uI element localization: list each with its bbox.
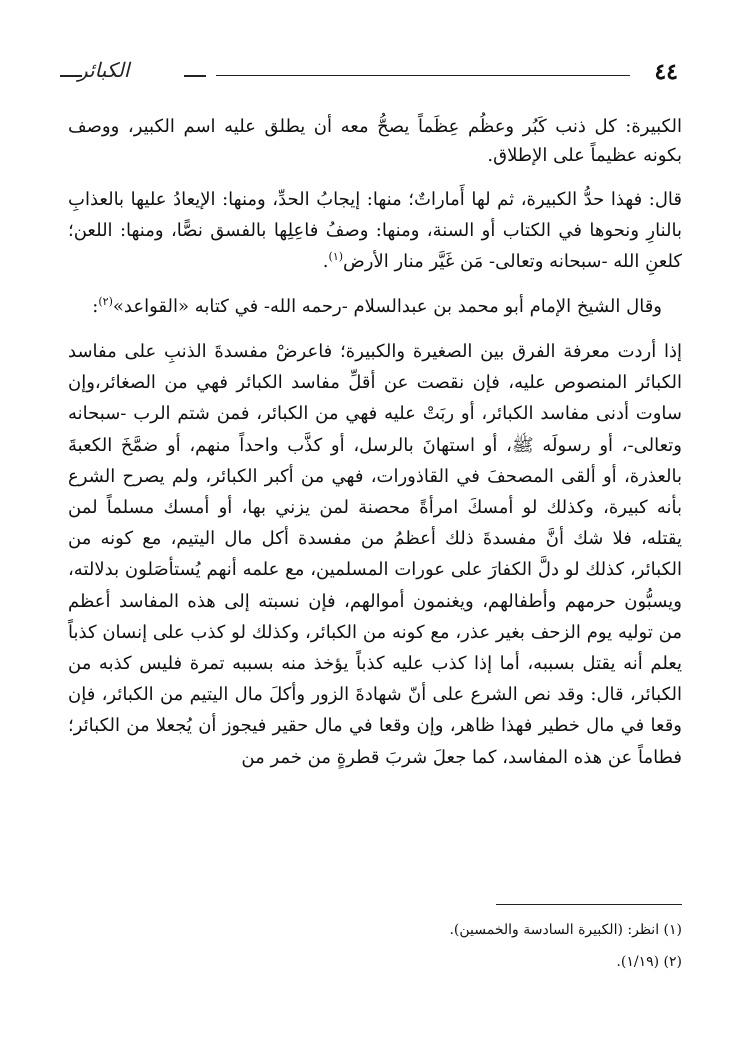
qualities-end: .: [322, 251, 329, 272]
quote-intro-text: وقال الشيخ الإمام أبو محمد بن عبدالسلام -رحمه الله- في كتابه «القواعد»: [112, 296, 662, 317]
header-rule: [216, 75, 630, 76]
footnote-2: (٢) (١/١٩).: [616, 954, 682, 970]
paragraph-quote: إذا أردت معرفة الفرق بين الصغيرة والكبيرة؛ فاعرضْ مفسدةَ الذنبِ على مفاسد الكبائر المنصوص عليه، فإن نقصت عن أقلِّ مفاسد الكبائر فهي من الصغائر،وإن ساوت أدنى مفاسد الكبائر، أو ربَتْ عليه فهي من الكبائر، فمن شتم الرب -سبحانه وتعالى-، أو رسولَه ﷺ، أو استهانَ بالرسل، أو كذَّب واحداً منهم، أو ضمَّخَ الكعبةَ بالعذرة، أو ألقى المصحفَ في القاذورات، فهي من أكبر الكبائر، ولم يصرح الشرع بأنه كبيرة، وكذلك لو أمسكَ امرأةً محصنة لمن يزني بها، أو أمسك مسلماً لمن يقتله، فلا شك أنَّ مفسدةَ ذلك أعظمُ من مفسدة أكل مال اليتيم، مع كونه من الكبائر، كذلك لو دلَّ الكفارَ على عورات المسلمين، مع علمه أنهم يُستأصَلون بدلالته، ويسبُّون حرمهم وأطفالهم، ويغنمون أموالهم، فإن نسبته إلى هذه المفاسد أعظم من توليه يوم الزحف بغير عذر، مع كونه من الكبائر، وكذلك لو كذب على إنسان كذباً يعلم أنه يقتل بسببه، أما إذا كذب عليه كذباً يؤخذ منه بسببه تمرة فليس كذبه من الكبائر، قال: وقد نص الشرع على أنّ شهادةَ الزور وأكلَ مال اليتيم من الكبائر، فإن وقعا في مال خطير فهذا ظاهر، وإن وقعا في مال حقير فيجوز أن يُجعلا من الكبائر؛ فطاماً عن هذه المفاسد، كما جعلَ شربَ قطرةٍ من خمر من: [68, 341, 682, 768]
page-number: ٤٤: [654, 59, 678, 85]
paragraph-qualities: [68, 184, 682, 277]
main-text: [68, 112, 682, 787]
book-title: الكبائر: [78, 58, 130, 82]
header-ornament-right: [184, 75, 206, 77]
footnote-ref-2: (٢): [98, 295, 113, 308]
footnote-separator: [496, 904, 682, 905]
footnote-ref-1: (١): [328, 250, 344, 263]
paragraph-quote-intro: [68, 291, 682, 322]
quote-intro-end: :: [92, 296, 99, 317]
paragraph-definition: الكبيرة: كل ذنب كَبُر وعظُم عِظَماً يصحُّ معه أن يطلق عليه اسم الكبير، ووصف بكونه عظيماً على الإطلاق.: [68, 116, 682, 166]
footnotes: [300, 914, 682, 978]
footnote-1: (١) انظر: (الكبيرة السادسة والخمسين).: [449, 922, 682, 938]
page-header: [66, 56, 678, 96]
qualities-text: قال: فهذا حدُّ الكبيرة، ثم لها أَماراتٌ؛ منها: إيجابُ الحدِّ، ومنها: الإيعادُ عليها بالعذابِ بالنارِ ونحوها في الكتاب أو السنة، ومنها: وصفُ فاعِلِها بالفسق نصًّا، ومنها: اللعن؛ كلعنِ الله -سبحانه وتعالى- مَن غَيَّر منار الأرض: [68, 189, 682, 272]
